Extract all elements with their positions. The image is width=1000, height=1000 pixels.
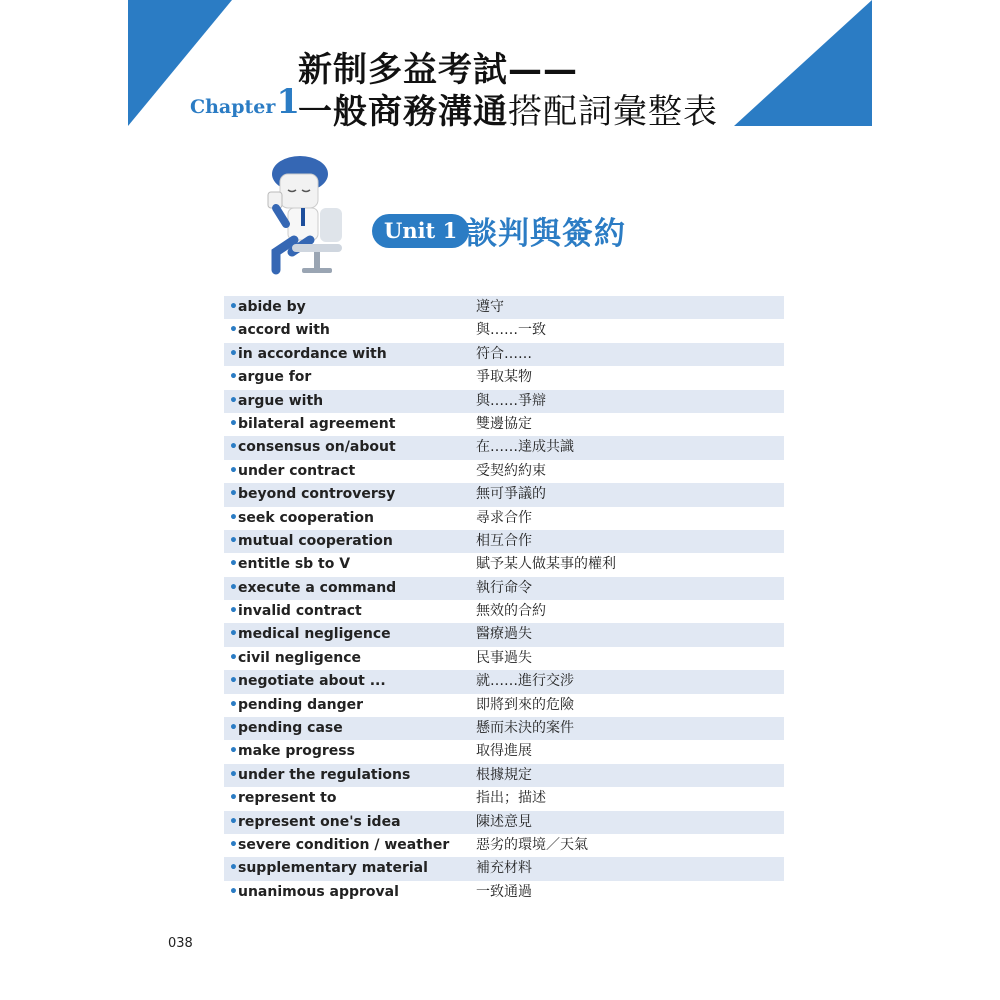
vocab-english: medical negligence (238, 626, 391, 643)
page-title-line2 (298, 84, 718, 133)
bullet-icon: • (229, 532, 238, 549)
face (280, 174, 318, 208)
vocab-chinese: 遵守 (476, 299, 504, 315)
vocab-chinese: 就……進行交涉 (476, 673, 574, 690)
vocab-english: invalid contract (238, 603, 362, 620)
unit-title: 談判與簽約 (466, 216, 626, 252)
vocab-chinese: 與……一致 (476, 322, 546, 339)
vocab-row (224, 483, 784, 506)
bullet-icon: • (229, 743, 238, 760)
vocab-chinese: 相互合作 (476, 532, 532, 549)
tie (301, 208, 305, 226)
vocab-row (224, 694, 784, 717)
vocab-chinese: 懸而未決的案件 (476, 720, 574, 737)
vocab-row (224, 343, 784, 366)
bullet-icon: • (229, 860, 238, 877)
chapter-word: Chapter (190, 96, 276, 118)
vocab-row (224, 717, 784, 740)
vocab-chinese: 即將到來的危險 (476, 696, 574, 713)
vocab-row (224, 647, 784, 670)
vocab-row (224, 740, 784, 763)
bullet-icon: • (229, 462, 238, 479)
vocab-english: abide by (238, 299, 306, 315)
vocab-chinese: 在……達成共識 (476, 439, 574, 456)
bullet-icon: • (229, 369, 238, 386)
vocab-chinese: 補充材料 (476, 860, 532, 877)
vocab-english: consensus on/about (238, 439, 396, 456)
vocab-chinese: 符合…… (476, 345, 532, 362)
bullet-icon: • (229, 883, 238, 900)
vocab-chinese: 爭取某物 (476, 369, 532, 386)
vocab-row (224, 623, 784, 646)
vocab-english: execute a command (238, 579, 397, 596)
bullet-icon: • (229, 649, 238, 666)
bullet-icon: • (229, 603, 238, 620)
vocab-english: seek cooperation (238, 509, 374, 526)
chair-back (320, 208, 342, 242)
vocab-row (224, 764, 784, 787)
vocab-english: represent one's idea (238, 813, 401, 830)
vocab-row (224, 811, 784, 834)
vocab-english: unanimous approval (238, 883, 399, 900)
vocab-chinese: 無效的合約 (476, 603, 546, 620)
vocab-row (224, 296, 784, 319)
bullet-icon: • (229, 299, 238, 315)
vocab-english: in accordance with (238, 345, 387, 362)
vocab-chinese: 賦予某人做某事的權利 (476, 556, 616, 573)
vocab-english: pending danger (238, 696, 364, 713)
vocab-chinese: 一致通過 (476, 883, 532, 900)
bullet-icon: • (229, 813, 238, 830)
bullet-icon: • (229, 392, 238, 409)
chair-seat (292, 244, 342, 252)
chapter-label (190, 82, 300, 122)
vocab-english: accord with (238, 322, 330, 339)
vocab-chinese: 受契約約束 (476, 462, 546, 479)
bullet-icon: • (229, 509, 238, 526)
vocab-english: negotiate about ... (238, 673, 386, 690)
businessman-illustration (262, 152, 358, 284)
bullet-icon: • (229, 439, 238, 456)
vocab-row (224, 507, 784, 530)
vocab-chinese: 與……爭辯 (476, 392, 546, 409)
page-title-line1: 新制多益考試—— (298, 50, 578, 90)
vocab-row (224, 413, 784, 436)
vocab-chinese: 取得進展 (476, 743, 532, 760)
vocab-chinese: 執行命令 (476, 579, 532, 596)
vocab-english: beyond controversy (238, 486, 396, 503)
bullet-icon: • (229, 415, 238, 432)
vocab-chinese: 民事過失 (476, 649, 532, 666)
bullet-icon: • (229, 720, 238, 737)
vocab-english: civil negligence (238, 649, 362, 666)
vocab-chinese: 指出；描述 (476, 790, 546, 807)
vocab-chinese: 醫療過失 (476, 626, 532, 643)
bullet-icon: • (229, 673, 238, 690)
chapter-number: 1 (276, 82, 301, 122)
vocab-row (224, 600, 784, 623)
vocab-english: bilateral agreement (238, 415, 396, 432)
vocab-row (224, 390, 784, 413)
bullet-icon: • (229, 556, 238, 573)
vocab-row (224, 881, 784, 904)
bullet-icon: • (229, 486, 238, 503)
vocab-row (224, 834, 784, 857)
vocab-english: severe condition / weather (238, 836, 450, 853)
bullet-icon: • (229, 836, 238, 853)
vocab-english: supplementary material (238, 860, 428, 877)
bullet-icon: • (229, 626, 238, 643)
vocab-chinese: 雙邊協定 (476, 415, 532, 432)
vocab-row (224, 670, 784, 693)
vocab-chinese: 尋求合作 (476, 509, 532, 526)
vocab-english: mutual cooperation (238, 532, 393, 549)
bullet-icon: • (229, 766, 238, 783)
bullet-icon: • (229, 790, 238, 807)
bullet-icon: • (229, 322, 238, 339)
vocab-english: argue with (238, 392, 324, 409)
vocab-english: under the regulations (238, 766, 411, 783)
vocab-english: argue for (238, 369, 312, 386)
page-number: 038 (168, 936, 193, 951)
unit-badge: Unit 1 (372, 214, 469, 248)
vocab-english: make progress (238, 743, 355, 760)
vocab-row (224, 530, 784, 553)
vocab-english: entitle sb to V (238, 556, 351, 573)
vocab-row (224, 436, 784, 459)
bullet-icon: • (229, 579, 238, 596)
page-title-bold: 一般商務溝通 (298, 92, 508, 132)
vocab-row (224, 857, 784, 880)
vocab-row (224, 460, 784, 483)
vocab-row (224, 787, 784, 810)
header-accent-right (734, 0, 872, 126)
vocab-chinese: 根據規定 (476, 766, 532, 783)
vocab-chinese: 惡劣的環境／天氣 (476, 836, 588, 853)
vocab-english: pending case (238, 720, 343, 737)
vocab-row (224, 319, 784, 342)
vocab-english: represent to (238, 790, 337, 807)
vocab-table (224, 296, 784, 904)
vocab-row (224, 553, 784, 576)
vocab-row (224, 577, 784, 600)
vocab-row (224, 366, 784, 389)
vocab-chinese: 無可爭議的 (476, 486, 546, 503)
vocab-english: under contract (238, 462, 356, 479)
page-title-light: 搭配詞彙整表 (508, 92, 718, 132)
bullet-icon: • (229, 345, 238, 362)
vocab-chinese: 陳述意見 (476, 813, 532, 830)
bullet-icon: • (229, 696, 238, 713)
